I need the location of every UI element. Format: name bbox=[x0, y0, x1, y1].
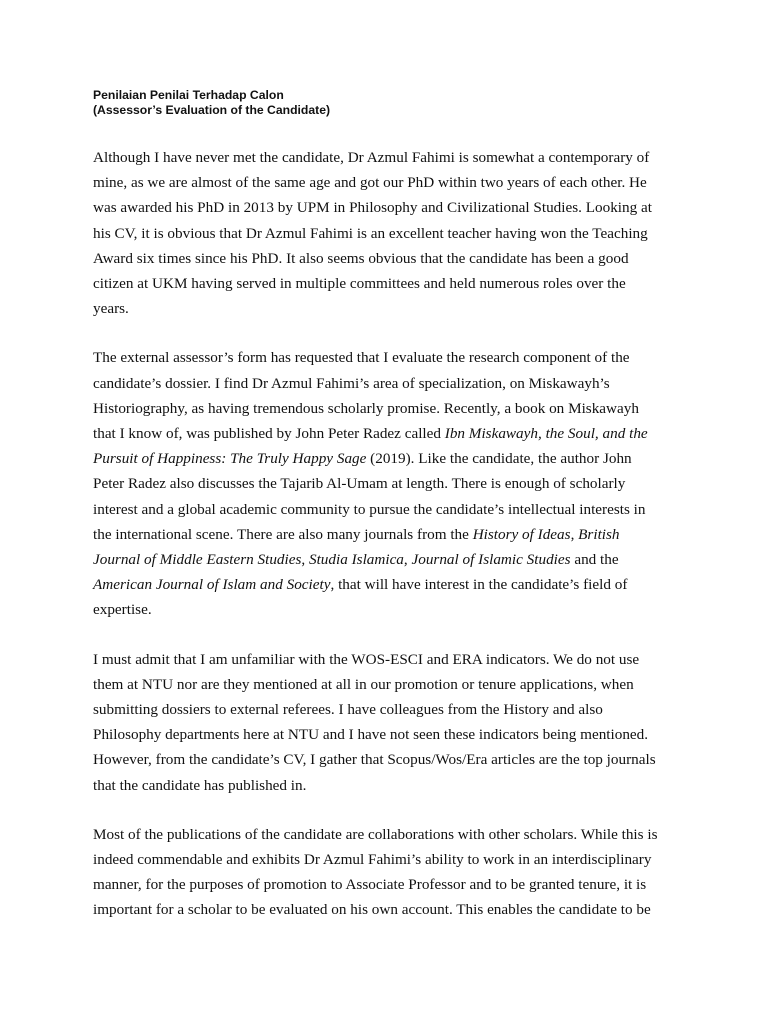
text-line: his CV, it is obvious that Dr Azmul Fahimi is an excellent teacher having won the Teaching bbox=[93, 224, 648, 242]
text-line: Although I have never met the candidate, Dr Azmul Fahimi is somewhat a contemporary of bbox=[93, 149, 650, 166]
text-line bbox=[93, 522, 675, 547]
text-line: Historiography, as having tremendous scholarly promise. Recently, a book on Miskawayh bbox=[93, 399, 639, 417]
text-segment: and the bbox=[570, 551, 619, 569]
book-title: Pursuit of Happiness: The Truly Happy Sage bbox=[93, 450, 367, 468]
journal-title: Studia Islamica bbox=[308, 551, 404, 569]
journal-title: British bbox=[578, 525, 620, 543]
journal-title: History of Ideas bbox=[472, 525, 571, 543]
text-line: them at NTU nor are they mentioned at all in our promotion or tenure applications, when bbox=[93, 675, 634, 693]
text-line: Most of the publications of the candidate are collaborations with other scholars. While this is bbox=[93, 825, 658, 843]
journal-title: Journal of Islamic Studies bbox=[411, 551, 571, 569]
text-line bbox=[93, 572, 675, 597]
paragraph-1 bbox=[93, 145, 675, 321]
text-line bbox=[93, 446, 675, 471]
text-line: Peter Radez also discusses the Tajarib Al-Umam at length. There is enough of scholarly bbox=[93, 475, 626, 493]
text-line: mine, as we are almost of the same age and got our PhD within two years of each other. He bbox=[93, 174, 647, 192]
text-line: was awarded his PhD in 2013 by UPM in Philosophy and Civilizational Studies. Looking at bbox=[93, 199, 652, 217]
journal-title: Journal of Middle Eastern Studies bbox=[93, 551, 302, 569]
text-line: submitting dossiers to external referees. I have colleagues from the History and also bbox=[93, 701, 603, 719]
text-line: manner, for the purposes of promotion to Associate Professor and to be granted tenure, it is bbox=[93, 876, 647, 894]
book-title: Ibn Miskawayh, the Soul, and the bbox=[444, 425, 648, 443]
text-line: years. bbox=[93, 300, 129, 318]
text-line: indeed commendable and exhibits Dr Azmul Fahimi’s ability to work in an interdisciplinary bbox=[93, 851, 652, 869]
text-segment: (2019). Like the candidate, the author John bbox=[366, 450, 632, 468]
text-line: interest and a global academic community to pursue the candidate’s intellectual interests in bbox=[93, 500, 646, 518]
text-line bbox=[93, 421, 675, 446]
text-segment: the international scene. There are also many journals from the bbox=[93, 525, 473, 543]
text-line: important for a scholar to be evaluated on his own account. This enables the candidate to be bbox=[93, 901, 651, 919]
text-segment: , bbox=[403, 551, 412, 569]
heading-english: (Assessor’s Evaluation of the Candidate) bbox=[93, 103, 331, 117]
text-segment: , bbox=[570, 525, 579, 543]
text-line: I must admit that I am unfamiliar with the WOS-ESCI and ERA indicators. We do not use bbox=[93, 650, 640, 668]
text-segment: , bbox=[301, 551, 309, 569]
journal-title: American Journal of Islam and Society bbox=[93, 576, 331, 594]
heading-malay: Penilaian Penilai Terhadap Calon bbox=[93, 88, 284, 102]
text-line: that the candidate has published in. bbox=[93, 776, 307, 794]
text-segment: that I know of, was published by John Peter Radez called bbox=[93, 425, 445, 443]
text-line: Award six times since his PhD. It also seems obvious that the candidate has been a good bbox=[93, 249, 629, 267]
text-line: expertise. bbox=[93, 601, 152, 619]
text-line: However, from the candidate’s CV, I gather that Scopus/Wos/Era articles are the top journals bbox=[93, 751, 656, 769]
text-segment: , that will have interest in the candidate’s field of bbox=[330, 576, 628, 594]
text-line: The external assessor’s form has requested that I evaluate the research component of the bbox=[93, 349, 630, 367]
paragraph-4 bbox=[93, 822, 675, 923]
document-heading bbox=[93, 88, 675, 118]
text-line: citizen at UKM having served in multiple committees and held numerous roles over the bbox=[93, 275, 626, 293]
paragraph-2 bbox=[93, 345, 675, 622]
paragraph-3 bbox=[93, 647, 675, 798]
text-line: candidate’s dossier. I find Dr Azmul Fahimi’s area of specialization, on Miskawayh’s bbox=[93, 374, 610, 392]
text-line: Philosophy departments here at NTU and I have not seen these indicators being mentioned. bbox=[93, 726, 649, 744]
text-line bbox=[93, 547, 675, 572]
